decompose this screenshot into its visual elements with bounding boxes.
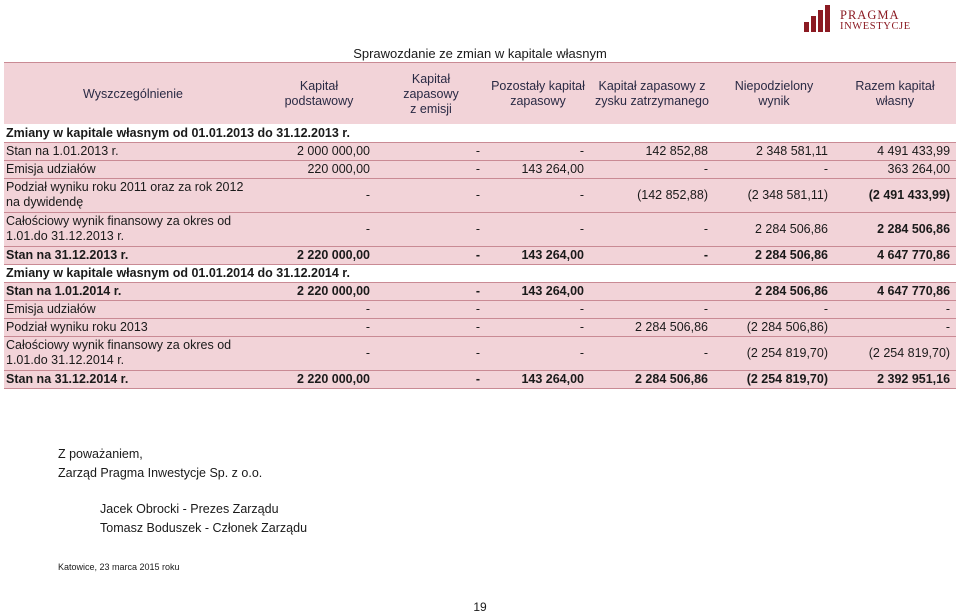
row-label: Całościowy wynik finansowy za okres od 1.01.do 31.12.2013 r.	[4, 212, 262, 246]
table-row	[4, 178, 956, 212]
row-value: -	[376, 142, 486, 160]
table-row	[4, 282, 956, 300]
row-value: 2 392 951,16	[834, 370, 956, 388]
signature-block	[58, 445, 262, 483]
row-value: 4 647 770,86	[834, 246, 956, 264]
row-value: -	[590, 212, 714, 246]
row-value: -	[376, 212, 486, 246]
row-value: 2 284 506,86	[590, 370, 714, 388]
row-value: (2 254 819,70)	[714, 336, 834, 370]
row-label: Stan na 1.01.2013 r.	[4, 142, 262, 160]
row-value: 363 264,00	[834, 160, 956, 178]
row-value: 2 000 000,00	[262, 142, 376, 160]
signer-member: Tomasz Boduszek - Członek Zarządu	[100, 521, 308, 535]
row-label: Zmiany w kapitale własnym od 01.01.2013 do 31.12.2013 r.	[4, 124, 956, 142]
row-value: -	[376, 246, 486, 264]
column-header-other-reserve: Pozostały kapitał zapasowy	[491, 79, 585, 108]
logo-line-1: PRAGMA	[840, 8, 900, 22]
table-row	[4, 300, 956, 318]
row-value: 2 284 506,86	[714, 282, 834, 300]
row-label: Emisja udziałów	[4, 300, 262, 318]
row-value: -	[714, 300, 834, 318]
row-value: -	[486, 336, 590, 370]
row-value: (2 284 506,86)	[714, 318, 834, 336]
row-label: Emisja udziałów	[4, 160, 262, 178]
table-header	[4, 62, 956, 124]
row-value: -	[376, 318, 486, 336]
table-row	[4, 318, 956, 336]
table-row	[4, 336, 956, 370]
row-value: -	[486, 212, 590, 246]
row-value: -	[376, 370, 486, 388]
table-row	[4, 160, 956, 178]
row-value: 143 264,00	[486, 246, 590, 264]
table-row	[4, 142, 956, 160]
row-value: 2 220 000,00	[262, 246, 376, 264]
row-value: 2 284 506,86	[590, 318, 714, 336]
column-header-share-capital: Kapitał podstawowy	[284, 79, 354, 108]
row-value: -	[376, 282, 486, 300]
table-row	[4, 370, 956, 388]
row-value: (2 348 581,11)	[714, 178, 834, 212]
row-value: -	[590, 300, 714, 318]
row-value: -	[714, 160, 834, 178]
row-value: 220 000,00	[262, 160, 376, 178]
row-value: -	[486, 300, 590, 318]
table-row	[4, 124, 956, 142]
table-row	[4, 246, 956, 264]
row-value	[590, 282, 714, 300]
row-value: -	[262, 336, 376, 370]
row-value: -	[590, 336, 714, 370]
row-value: -	[376, 160, 486, 178]
row-value: -	[262, 178, 376, 212]
row-value: -	[486, 178, 590, 212]
row-value: -	[486, 142, 590, 160]
column-header-retained-reserve: Kapitał zapasowy z zysku zatrzymanego	[595, 79, 709, 108]
row-value: 143 264,00	[486, 160, 590, 178]
greeting: Z poważaniem,	[58, 447, 143, 461]
row-label: Stan na 1.01.2014 r.	[4, 282, 262, 300]
place-date: Katowice, 23 marca 2015 roku	[58, 562, 180, 572]
row-value: 2 284 506,86	[714, 212, 834, 246]
column-header-description: Wyszczególnienie	[83, 86, 183, 101]
row-value: 4 491 433,99	[834, 142, 956, 160]
row-value: (2 254 819,70)	[714, 370, 834, 388]
company-board: Zarząd Pragma Inwestycje Sp. z o.o.	[58, 466, 263, 480]
row-value: -	[376, 300, 486, 318]
row-value: 2 348 581,11	[714, 142, 834, 160]
column-header-share-premium: Kapitał zapasowy z emisji	[403, 71, 459, 116]
row-value: 2 284 506,86	[834, 212, 956, 246]
row-value: -	[262, 318, 376, 336]
row-value: 142 852,88	[590, 142, 714, 160]
row-value: -	[590, 160, 714, 178]
row-value: -	[486, 318, 590, 336]
page-number: 19	[473, 600, 487, 614]
row-label: Stan na 31.12.2013 r.	[4, 246, 262, 264]
row-label: Całościowy wynik finansowy za okres od 1.01.do 31.12.2014 r.	[4, 336, 262, 370]
pragma-logo-icon	[802, 4, 836, 34]
row-label: Podział wyniku roku 2011 oraz za rok 2012 na dywidendę	[4, 178, 262, 212]
row-value: (2 254 819,70)	[834, 336, 956, 370]
row-value: 2 220 000,00	[262, 370, 376, 388]
row-value: -	[834, 300, 956, 318]
row-value: (142 852,88)	[590, 178, 714, 212]
row-label: Podział wyniku roku 2013	[4, 318, 262, 336]
row-value: -	[376, 336, 486, 370]
row-value: -	[590, 246, 714, 264]
row-value: -	[262, 300, 376, 318]
report-title: Sprawozdanie ze zmian w kapitale własnym	[353, 46, 607, 61]
column-header-total-equity: Razem kapitał własny	[855, 79, 935, 108]
signer-president: Jacek Obrocki - Prezes Zarządu	[100, 502, 279, 516]
logo-line-2: INWESTYCJE	[840, 21, 911, 32]
row-value: 2 284 506,86	[714, 246, 834, 264]
row-value: -	[376, 178, 486, 212]
row-value: 143 264,00	[486, 282, 590, 300]
row-value: -	[834, 318, 956, 336]
column-header-undistributed-result: Niepodzielony wynik	[734, 79, 814, 108]
row-value: -	[262, 212, 376, 246]
company-logo	[802, 4, 952, 38]
row-value: (2 491 433,99)	[834, 178, 956, 212]
row-value: 4 647 770,86	[834, 282, 956, 300]
row-value: 143 264,00	[486, 370, 590, 388]
row-value: 2 220 000,00	[262, 282, 376, 300]
table-row	[4, 212, 956, 246]
equity-changes-table	[4, 124, 956, 389]
row-label: Zmiany w kapitale własnym od 01.01.2014 do 31.12.2014 r.	[4, 264, 956, 282]
row-label: Stan na 31.12.2014 r.	[4, 370, 262, 388]
signers-block	[100, 500, 307, 538]
table-row	[4, 264, 956, 282]
